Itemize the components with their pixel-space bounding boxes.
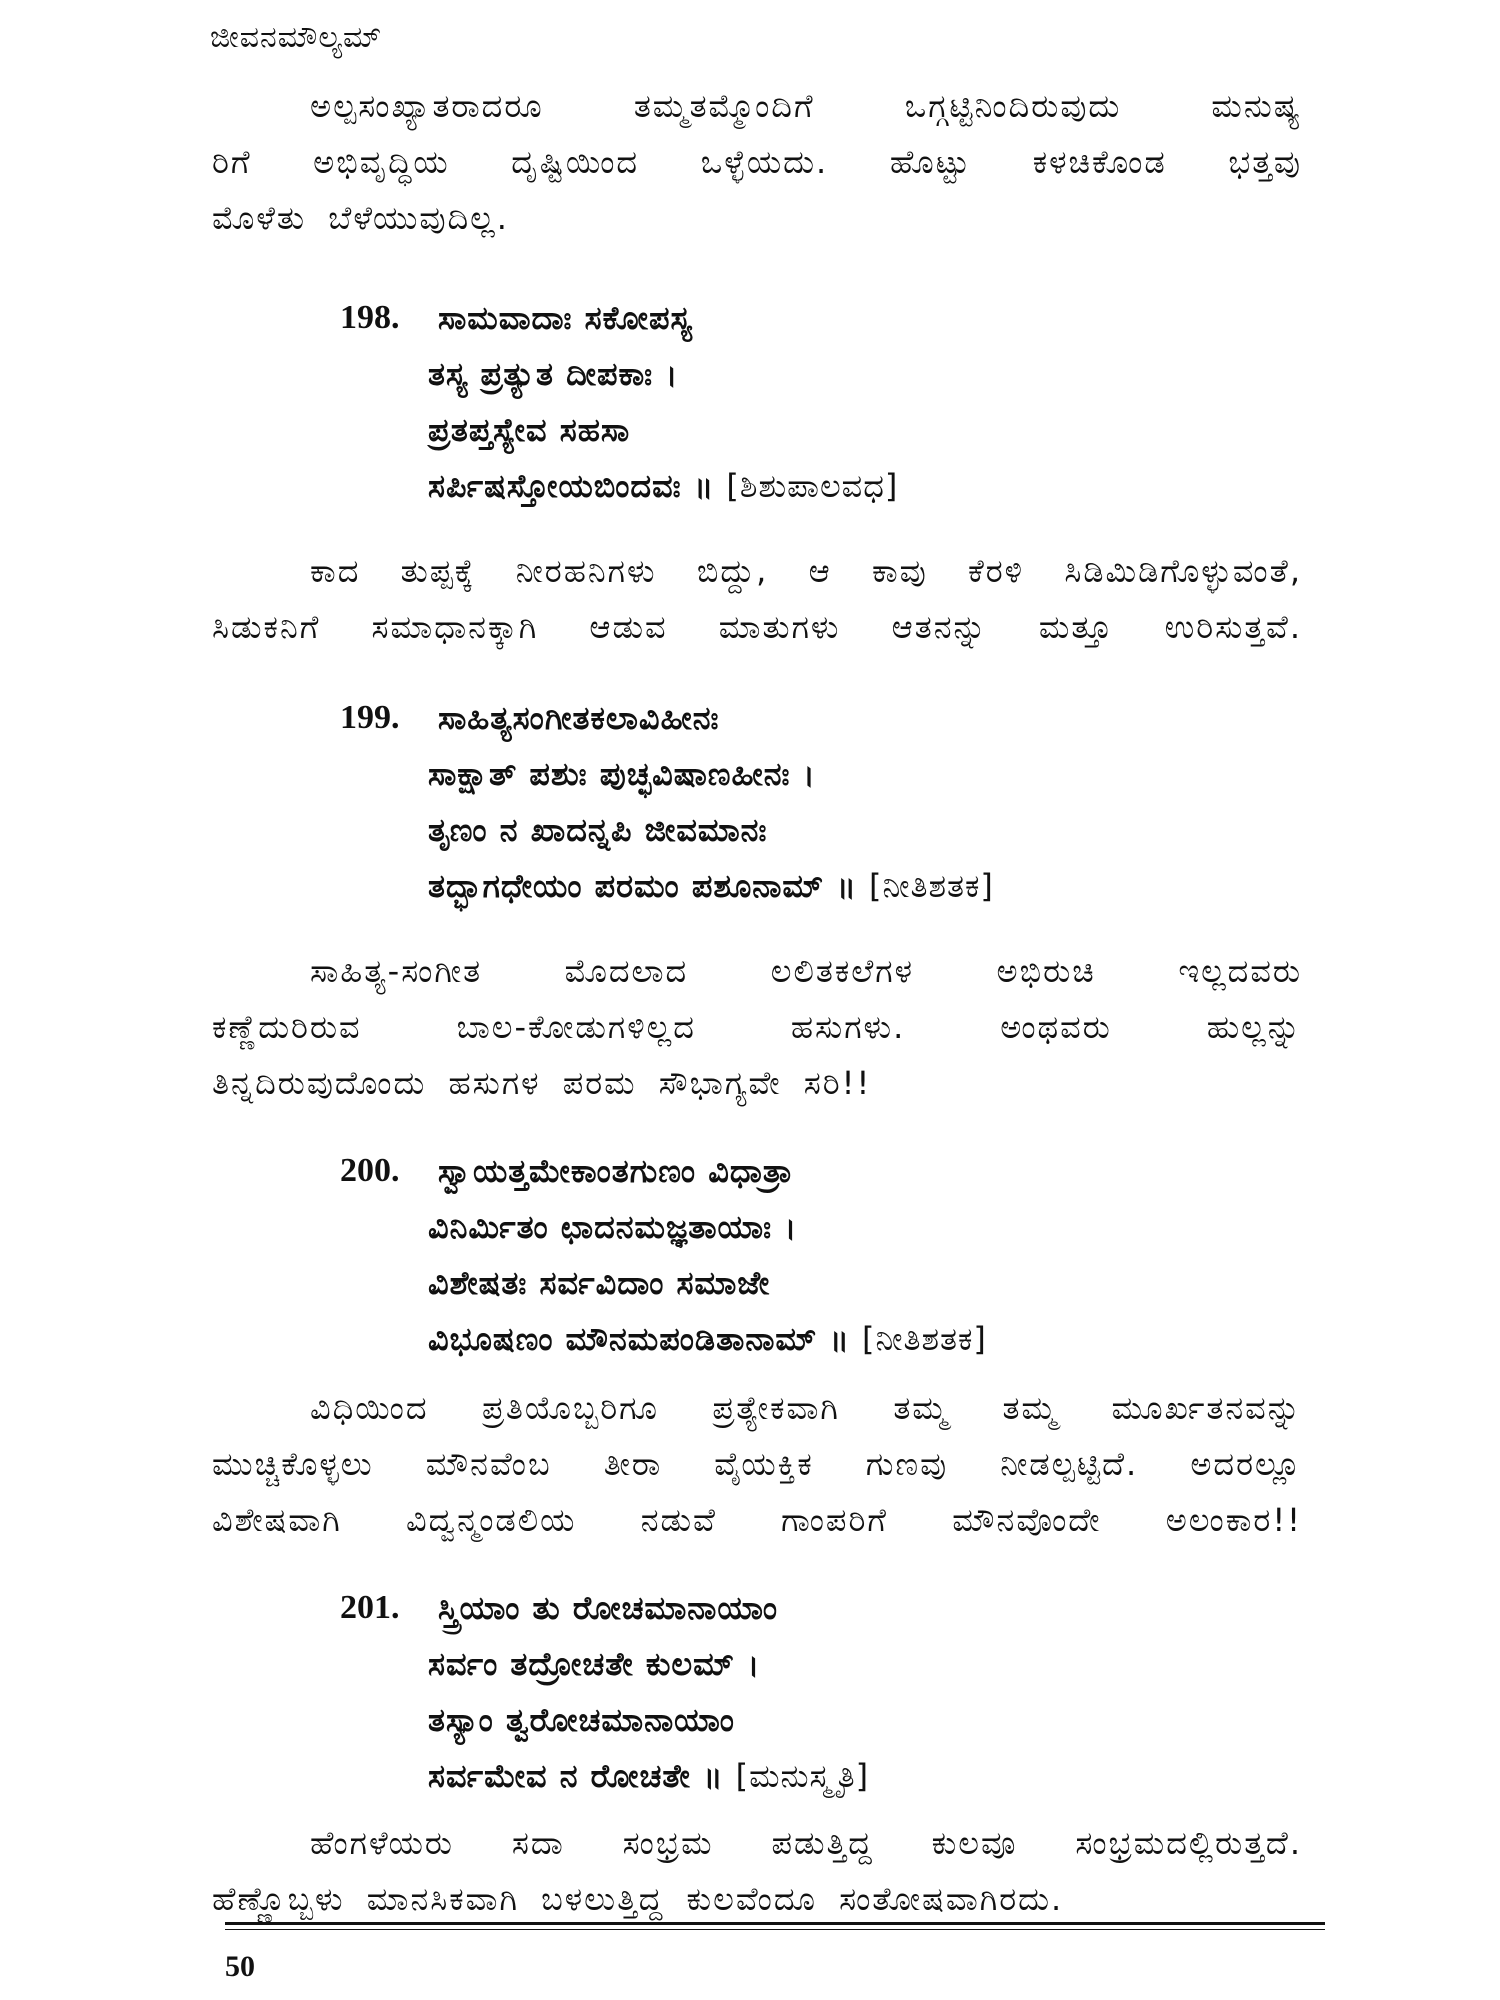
verse-line: ಸಾಹಿತ್ಯಸಂಗೀತಕಲಾವಿಹೀನಃ: [438, 699, 720, 737]
verse-198: [340, 290, 898, 514]
verse-line: ಸ್ತ್ರಿಯಾಂ ತು ರೋಚಮಾನಾಯಾಂ: [438, 1589, 779, 1627]
running-header: ಜೀವನಮೌಲ್ಯಮ್: [210, 20, 383, 55]
verse-source: [ನೀತಿಶತಕ]: [862, 1320, 987, 1358]
verse-text: ವಿಭೂಷಣಂ ಮೌನಮಪಂಡಿತಾನಾಮ್ ॥: [428, 1320, 850, 1358]
verse-text: ಸರ್ವಮೇವ ನ ರೋಚತೇ ॥: [428, 1757, 724, 1795]
commentary-paragraph-2: [212, 543, 1302, 655]
verse-line: ಸರ್ವಂ ತದ್ರೋಚತೇ ಕುಲಮ್ ।: [428, 1645, 761, 1683]
verse-line: [340, 1748, 869, 1804]
verse-199: [340, 690, 994, 914]
footer-rule-thin: [225, 1929, 1325, 1930]
verse-line: [340, 1311, 987, 1367]
verse-number: 199.: [340, 699, 400, 736]
verse-line: ಪ್ರತಪ್ತಸ್ಯೇವ ಸಹಸಾ: [428, 411, 631, 449]
commentary-paragraph-5: [212, 1815, 1302, 1927]
verse-line: [340, 858, 994, 914]
verse-line: ಸಾಕ್ಷಾತ್ ಪಶುಃ ಪುಚ್ಛವಿಷಾಣಹೀನಃ ।: [428, 755, 816, 793]
verse-line: ವಿನಿರ್ಮಿತಂ ಛಾದನಮಜ್ಞತಾಯಾಃ ।: [428, 1208, 798, 1246]
paragraph-line: ಕಾದ ತುಪ್ಪಕ್ಕೆ ನೀರಹನಿಗಳು ಬಿದ್ದು, ಆ ಕಾವು ಕೆರಳಿ ಸಿಡಿಮಿಡಿಗೊಳ್ಳುವಂತೆ,: [310, 552, 1302, 590]
commentary-paragraph-4: [212, 1380, 1302, 1548]
verse-line: ಸ್ವಾಯತ್ತಮೇಕಾಂತಗುಣಂ ವಿಧಾತ್ರಾ: [438, 1152, 794, 1190]
paragraph-line: ಹೆಂಗಳೆಯರು ಸದಾ ಸಂಭ್ರಮ ಪಡುತ್ತಿದ್ದ ಕುಲವೂ ಸಂಭ್ರಮದಲ್ಲಿರುತ್ತದೆ.: [310, 1824, 1302, 1862]
paragraph-line: ವಿಶೇಷವಾಗಿ ವಿದ್ವನ್ಮಂಡಲಿಯ ನಡುವೆ ಗಾಂಪರಿಗೆ ಮೌನವೊಂದೇ ಅಲಂಕಾರ!!: [212, 1501, 1302, 1539]
verse-line: ತೃಣಂ ನ ಖಾದನ್ನಪಿ ಜೀವಮಾನಃ: [428, 811, 768, 849]
verse-number: 201.: [340, 1589, 400, 1626]
verse-line: ತಸ್ಯಾಂ ತ್ವರೋಚಮಾನಾಯಾಂ: [428, 1701, 735, 1739]
paragraph-line: ಮೊಳೆತು ಬೆಳೆಯುವುದಿಲ್ಲ.: [212, 199, 509, 237]
paragraph-line: ಮುಚ್ಚಿಕೊಳ್ಳಲು ಮೌನವೆಂಬ ತೀರಾ ವೈಯಕ್ತಿಕ ಗುಣವು ನೀಡಲ್ಪಟ್ಟಿದೆ. ಅದರಲ್ಲೂ: [212, 1445, 1302, 1483]
paragraph-line: ವಿಧಿಯಿಂದ ಪ್ರತಿಯೊಬ್ಬರಿಗೂ ಪ್ರತ್ಯೇಕವಾಗಿ ತಮ್ಮ ತಮ್ಮ ಮೂರ್ಖತನವನ್ನು: [310, 1389, 1302, 1427]
paragraph-line: ಅಲ್ಪಸಂಖ್ಯಾತರಾದರೂ ತಮ್ಮತಮ್ಮೊಂದಿಗೆ ಒಗ್ಗಟ್ಟಿನಿಂದಿರುವುದು ಮನುಷ್ಯ: [310, 87, 1302, 125]
verse-200: [340, 1143, 987, 1367]
verse-line: ಸಾಮವಾದಾಃ ಸಕೋಪಸ್ಯ: [438, 299, 693, 337]
verse-source: [ಮನುಸ್ಮೃತಿ]: [735, 1757, 870, 1795]
page-number: 50: [225, 1950, 255, 1983]
verse-source: [ನೀತಿಶತಕ]: [869, 867, 994, 905]
paragraph-line: ರಿಗೆ ಅಭಿವೃದ್ಧಿಯ ದೃಷ್ಟಿಯಿಂದ ಒಳ್ಳೆಯದು. ಹೊಟ್ಟು ಕಳಚಿಕೊಂಡ ಭತ್ತವು: [212, 143, 1302, 181]
verse-number: 198.: [340, 299, 400, 336]
verse-line: [340, 458, 898, 514]
commentary-paragraph-1: [212, 78, 1302, 246]
verse-201: [340, 1580, 869, 1804]
verse-line: ತಸ್ಯ ಪ್ರತ್ಯುತ ದೀಪಕಾಃ ।: [428, 355, 679, 393]
verse-text: ಸರ್ಪಿಷಸ್ತೋಯಬಿಂದವಃ ॥: [428, 467, 715, 505]
verse-line: ವಿಶೇಷತಃ ಸರ್ವವಿದಾಂ ಸಮಾಜೇ: [428, 1264, 771, 1302]
paragraph-line: ಕಣ್ಣೆದುರಿರುವ ಬಾಲ-ಕೋಡುಗಳಿಲ್ಲದ ಹಸುಗಳು. ಅಂಥವರು ಹುಲ್ಲನ್ನು: [212, 1008, 1302, 1046]
paragraph-line: ಸಾಹಿತ್ಯ-ಸಂಗೀತ ಮೊದಲಾದ ಲಲಿತಕಲೆಗಳ ಅಭಿರುಚಿ ಇಲ್ಲದವರು: [310, 952, 1302, 990]
verse-source: [ಶಿಶುಪಾಲವಧ]: [726, 467, 899, 505]
verse-number: 200.: [340, 1152, 400, 1189]
paragraph-line: ಸಿಡುಕನಿಗೆ ಸಮಾಧಾನಕ್ಕಾಗಿ ಆಡುವ ಮಾತುಗಳು ಆತನನ್ನು ಮತ್ತೂ ಉರಿಸುತ್ತವೆ.: [212, 608, 1302, 646]
verse-text: ತದ್ಭಾಗಧೇಯಂ ಪರಮಂ ಪಶೂನಾಮ್ ॥: [428, 867, 857, 905]
footer-rule: [225, 1922, 1325, 1925]
paragraph-line: ಹೆಣ್ಣೊಬ್ಬಳು ಮಾನಸಿಕವಾಗಿ ಬಳಲುತ್ತಿದ್ದ ಕುಲವೆಂದೂ ಸಂತೋಷವಾಗಿರದು.: [212, 1880, 1064, 1918]
paragraph-line: ತಿನ್ನದಿರುವುದೊಂದು ಹಸುಗಳ ಪರಮ ಸೌಭಾಗ್ಯವೇ ಸರಿ!!: [212, 1064, 872, 1102]
commentary-paragraph-3: [212, 943, 1302, 1111]
